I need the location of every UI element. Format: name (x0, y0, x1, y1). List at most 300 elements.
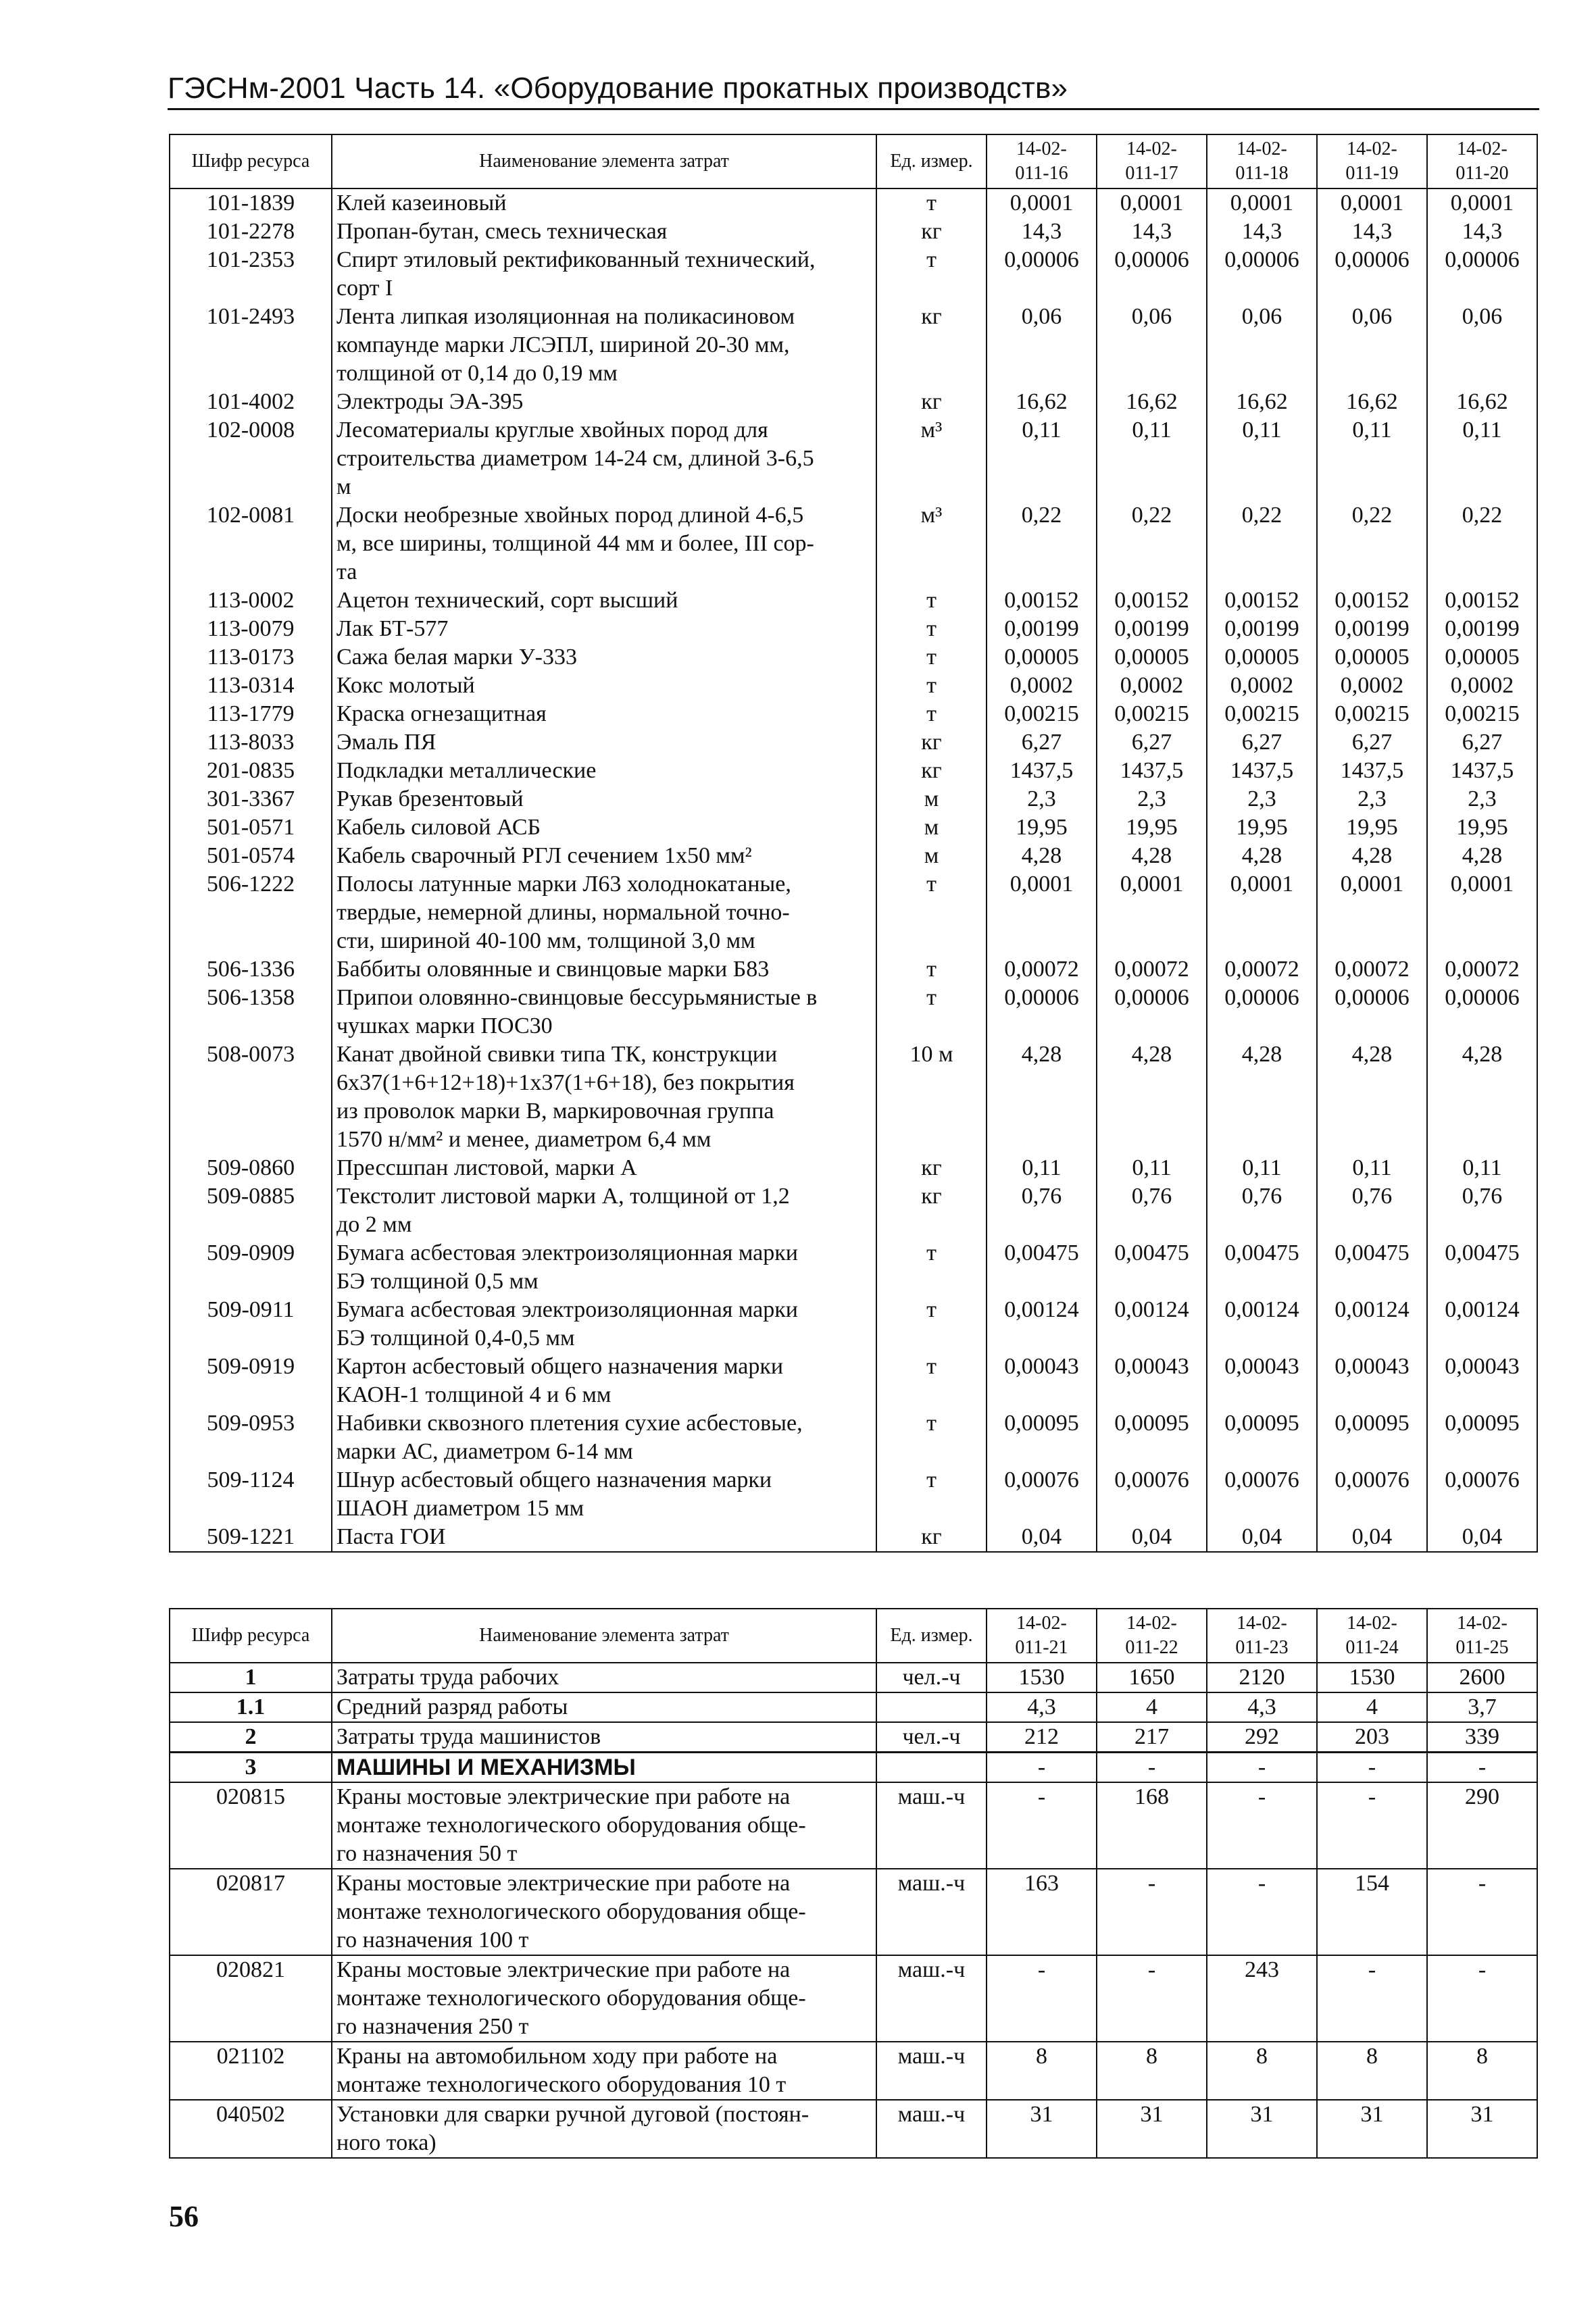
cell-value: 14,3 (1207, 218, 1317, 246)
name-line: Текстолит листовой марки А, толщиной от 1,2 (336, 1184, 790, 1209)
cell-value: 0,00215 (1317, 700, 1427, 728)
cell-value: 0,00152 (1427, 586, 1537, 615)
name-line: Набивки сквозного плетения сухие асбестовые, (336, 1411, 803, 1436)
table-header-row (170, 1609, 1537, 1663)
name-line: строительства диаметром 14-24 см, длиной 3-6,5 (336, 446, 814, 471)
table-row (170, 1722, 1537, 1753)
table-row (170, 1409, 1537, 1466)
name-line: монтаже технологического оборудования обще- (336, 1986, 806, 2011)
cell-value: 290 (1427, 1782, 1537, 1869)
cell-unit: чел.-ч (876, 1663, 987, 1692)
cell-resource-name (332, 2100, 876, 2158)
name-line: БЭ толщиной 0,5 мм (336, 1269, 539, 1294)
cell-value: 0,00095 (1097, 1409, 1207, 1466)
cell-value: 0,00072 (1207, 955, 1317, 984)
cell-value: 1437,5 (1207, 757, 1317, 785)
cell-resource-name (332, 700, 876, 728)
cell-value: 0,11 (1207, 1154, 1317, 1182)
cell-resource-code: 506-1358 (170, 984, 332, 1040)
cell-value: 2,3 (1427, 785, 1537, 813)
cell-resource-code: 2 (170, 1722, 332, 1753)
cell-unit: т (876, 643, 987, 672)
table-row (170, 643, 1537, 672)
cell-value: 0,00006 (1317, 984, 1427, 1040)
name-line: го назначения 250 т (336, 2014, 529, 2039)
cell-value: 8 (1317, 2042, 1427, 2100)
col-header-011-24: 14-02- 011-24 (1317, 1609, 1427, 1663)
cell-resource-code: 506-1336 (170, 955, 332, 984)
cell-resource-code: 101-2493 (170, 303, 332, 388)
table-row (170, 1782, 1537, 1869)
cell-value: 0,00124 (1207, 1296, 1317, 1353)
cell-value: 0,0002 (1427, 672, 1537, 700)
cell-resource-code: 101-1839 (170, 188, 332, 218)
cell-value: 0,00043 (1427, 1353, 1537, 1409)
cell-value: 0,00475 (1427, 1239, 1537, 1296)
cell-value: - (1317, 1955, 1427, 2042)
cell-value: 0,0001 (1097, 188, 1207, 218)
cell-resource-code: 101-4002 (170, 388, 332, 416)
cell-resource-name (332, 218, 876, 246)
col-header-011-22: 14-02- 011-22 (1097, 1609, 1207, 1663)
col-header-011-18: 14-02- 011-18 (1207, 134, 1317, 188)
cell-value: 0,0001 (1427, 188, 1537, 218)
cell-resource-name (332, 1523, 876, 1552)
name-line: Лента липкая изоляционная на поликасиновом (336, 304, 795, 329)
cell-value: - (987, 1782, 1097, 1869)
cell-value: 0,00006 (1097, 246, 1207, 303)
name-line: Эмаль ПЯ (336, 730, 437, 755)
cell-value: 292 (1207, 1722, 1317, 1753)
name-line: монтаже технологического оборудования обще- (336, 1899, 806, 1924)
cell-resource-code: 509-0919 (170, 1353, 332, 1409)
cell-value: 203 (1317, 1722, 1427, 1753)
cell-resource-code: 113-0002 (170, 586, 332, 615)
cell-resource-name (332, 1692, 876, 1722)
cell-resource-name (332, 1296, 876, 1353)
cell-value: 0,11 (987, 1154, 1097, 1182)
cell-resource-code: 509-0860 (170, 1154, 332, 1182)
cell-value: 0,0001 (1317, 188, 1427, 218)
cell-value: 0,00006 (1427, 984, 1537, 1040)
table-row (170, 1296, 1537, 1353)
cell-value: - (1207, 1753, 1317, 1783)
name-line: Кабель силовой АСБ (336, 815, 541, 840)
table-row (170, 955, 1537, 984)
cell-value: 31 (987, 2100, 1097, 2158)
cell-resource-code: 020821 (170, 1955, 332, 2042)
cell-unit: т (876, 1296, 987, 1353)
cell-value: 0,00076 (987, 1466, 1097, 1523)
name-line: монтаже технологического оборудования 10 т (336, 2072, 787, 2097)
table-row (170, 586, 1537, 615)
cell-value: 0,04 (1427, 1523, 1537, 1552)
cell-value: 4,3 (987, 1692, 1097, 1722)
cell-resource-name (332, 1753, 876, 1783)
name-line: Спирт этиловый ректификованный технический, (336, 247, 816, 272)
col-header-011-16: 14-02- 011-16 (987, 134, 1097, 188)
cell-value: - (1427, 1955, 1537, 2042)
resource-table-labor-machines (169, 1608, 1538, 2159)
table-row (170, 757, 1537, 785)
cell-value: 0,00475 (1317, 1239, 1427, 1296)
name-line: толщиной от 0,14 до 0,19 мм (336, 361, 618, 386)
cell-value: 2120 (1207, 1663, 1317, 1692)
cell-value: 0,22 (1427, 501, 1537, 586)
name-line: м, все ширины, толщиной 44 мм и более, III сор- (336, 531, 814, 556)
cell-unit: м³ (876, 501, 987, 586)
cell-unit: м (876, 842, 987, 870)
cell-resource-name (332, 615, 876, 643)
cell-resource-name (332, 1239, 876, 1296)
cell-unit: маш.-ч (876, 1782, 987, 1869)
cell-value: 4,28 (1097, 1040, 1207, 1154)
table-row (170, 188, 1537, 218)
cell-value: 0,76 (1207, 1182, 1317, 1239)
cell-value: 0,0002 (987, 672, 1097, 700)
name-line: Краны на автомобильном ходу при работе на (336, 2044, 778, 2069)
col-header-011-20: 14-02- 011-20 (1427, 134, 1537, 188)
cell-resource-code: 509-0909 (170, 1239, 332, 1296)
cell-value: 6,27 (987, 728, 1097, 757)
cell-value: 0,00475 (987, 1239, 1097, 1296)
cell-value: 8 (1427, 2042, 1537, 2100)
cell-value: 0,04 (987, 1523, 1097, 1552)
cell-value: 1437,5 (1317, 757, 1427, 785)
cell-value: 0,00095 (1427, 1409, 1537, 1466)
cell-value: 6,27 (1097, 728, 1207, 757)
cell-unit: т (876, 672, 987, 700)
cell-resource-name (332, 1722, 876, 1753)
name-line: Затраты труда рабочих (336, 1665, 559, 1690)
cell-resource-name (332, 643, 876, 672)
table-row (170, 1040, 1537, 1154)
table-row (170, 303, 1537, 388)
cell-resource-name (332, 1154, 876, 1182)
cell-resource-code: 102-0008 (170, 416, 332, 501)
cell-value: 8 (1207, 2042, 1317, 2100)
name-line: ШАОН диаметром 15 мм (336, 1496, 584, 1521)
cell-resource-code: 113-1779 (170, 700, 332, 728)
cell-unit: маш.-ч (876, 1955, 987, 2042)
cell-value: 1437,5 (1097, 757, 1207, 785)
cell-value: 0,0001 (1097, 870, 1207, 955)
cell-resource-name (332, 785, 876, 813)
cell-value: 0,00076 (1097, 1466, 1207, 1523)
name-line: сорт I (336, 276, 393, 301)
name-line: 1570 н/мм² и менее, диаметром 6,4 мм (336, 1127, 712, 1152)
cell-value: 0,00043 (987, 1353, 1097, 1409)
cell-value: 4,28 (1207, 842, 1317, 870)
name-line: 6х37(1+6+12+18)+1х37(1+6+18), без покрытия (336, 1070, 795, 1095)
cell-value: 163 (987, 1869, 1097, 1955)
cell-value: 4 (1097, 1692, 1207, 1722)
cell-resource-name (332, 303, 876, 388)
cell-unit: м (876, 785, 987, 813)
cell-value: 2,3 (1207, 785, 1317, 813)
cell-value: 1530 (987, 1663, 1097, 1692)
table-row (170, 416, 1537, 501)
cell-resource-name (332, 188, 876, 218)
table-row (170, 246, 1537, 303)
cell-value: - (1207, 1869, 1317, 1955)
cell-value: 4,28 (1427, 1040, 1537, 1154)
cell-value: 16,62 (987, 388, 1097, 416)
cell-value: - (1427, 1869, 1537, 1955)
cell-value: 0,00199 (1427, 615, 1537, 643)
cell-unit: кг (876, 1523, 987, 1552)
cell-unit: т (876, 188, 987, 218)
cell-resource-code: 201-0835 (170, 757, 332, 785)
cell-unit: т (876, 955, 987, 984)
cell-unit: т (876, 870, 987, 955)
table-row (170, 870, 1537, 955)
cell-value: 0,76 (1097, 1182, 1207, 1239)
name-line: Припои оловянно-свинцовые бессурьмянистые в (336, 985, 818, 1010)
cell-value: 0,04 (1097, 1523, 1207, 1552)
cell-unit: кг (876, 1182, 987, 1239)
name-line: Подкладки металлические (336, 758, 597, 783)
cell-value: 0,00475 (1097, 1239, 1207, 1296)
cell-resource-code: 509-0953 (170, 1409, 332, 1466)
cell-value: - (1097, 1753, 1207, 1783)
cell-resource-code: 3 (170, 1753, 332, 1783)
cell-unit: т (876, 984, 987, 1040)
cell-value: 6,27 (1207, 728, 1317, 757)
cell-resource-name (332, 246, 876, 303)
cell-value: 0,00152 (1207, 586, 1317, 615)
cell-value: 0,00215 (1207, 700, 1317, 728)
col-header-name: Наименование элемента затрат (332, 134, 876, 188)
cell-value: 1530 (1317, 1663, 1427, 1692)
cell-value: 4,28 (1097, 842, 1207, 870)
table-row (170, 1692, 1537, 1722)
cell-value: 2600 (1427, 1663, 1537, 1692)
cell-unit: кг (876, 757, 987, 785)
table-row (170, 1869, 1537, 1955)
cell-unit: кг (876, 303, 987, 388)
table-row (170, 2100, 1537, 2158)
cell-unit: кг (876, 728, 987, 757)
cell-value: 0,11 (1317, 1154, 1427, 1182)
name-line: Шнур асбестовый общего назначения марки (336, 1467, 772, 1492)
cell-value: 0,11 (1427, 416, 1537, 501)
cell-value: 0,00043 (1207, 1353, 1317, 1409)
cell-unit: т (876, 246, 987, 303)
table-row (170, 1182, 1537, 1239)
cell-value: 2,3 (987, 785, 1097, 813)
cell-value: 0,00005 (1427, 643, 1537, 672)
cell-resource-name (332, 388, 876, 416)
cell-value: 19,95 (1427, 813, 1537, 842)
cell-value: 19,95 (1207, 813, 1317, 842)
name-line: БЭ толщиной 0,4-0,5 мм (336, 1326, 575, 1351)
cell-unit: 10 м (876, 1040, 987, 1154)
cell-value: 0,76 (1427, 1182, 1537, 1239)
cell-resource-code: 509-0885 (170, 1182, 332, 1239)
cell-unit: т (876, 700, 987, 728)
cell-resource-code: 101-2353 (170, 246, 332, 303)
cell-resource-code: 021102 (170, 2042, 332, 2100)
cell-value: 0,00006 (1097, 984, 1207, 1040)
table-row (170, 1353, 1537, 1409)
cell-resource-name (332, 1353, 876, 1409)
resource-table-materials (169, 134, 1538, 1553)
cell-value: 0,04 (1317, 1523, 1427, 1552)
name-line: Средний разряд работы (336, 1694, 568, 1719)
table-row (170, 1753, 1537, 1783)
name-line: Пропан-бутан, смесь техническая (336, 219, 668, 244)
cell-value: 16,62 (1207, 388, 1317, 416)
name-line: Доски необрезные хвойных пород длиной 4-6,5 (336, 503, 804, 528)
cell-value: 243 (1207, 1955, 1317, 2042)
name-line: из проволок марки В, маркировочная группа (336, 1099, 774, 1124)
cell-value: 0,00199 (987, 615, 1097, 643)
col-header-code: Шифр ресурса (170, 134, 332, 188)
cell-value: - (1097, 1869, 1207, 1955)
cell-value: - (1097, 1955, 1207, 2042)
cell-value: 0,00076 (1317, 1466, 1427, 1523)
name-line: м (336, 474, 351, 499)
table-row (170, 728, 1537, 757)
cell-value: 14,3 (1427, 218, 1537, 246)
cell-value: 0,00124 (1097, 1296, 1207, 1353)
cell-resource-code: 508-0073 (170, 1040, 332, 1154)
cell-value: 154 (1317, 1869, 1427, 1955)
cell-resource-code: 101-2278 (170, 218, 332, 246)
cell-unit: маш.-ч (876, 1869, 987, 1955)
cell-value: 4,3 (1207, 1692, 1317, 1722)
cell-value: 0,11 (1097, 1154, 1207, 1182)
cell-unit: т (876, 586, 987, 615)
cell-value: 4,28 (1207, 1040, 1317, 1154)
cell-value: 1437,5 (987, 757, 1097, 785)
cell-value: 0,00043 (1317, 1353, 1427, 1409)
cell-value: 0,06 (987, 303, 1097, 388)
cell-resource-name (332, 1955, 876, 2042)
table-row (170, 1523, 1537, 1552)
cell-value: 0,22 (987, 501, 1097, 586)
cell-value: - (1317, 1753, 1427, 1783)
cell-resource-name (332, 984, 876, 1040)
name-line: Затраты труда машинистов (336, 1724, 601, 1749)
cell-value: 0,00076 (1207, 1466, 1317, 1523)
cell-value: 0,00095 (1317, 1409, 1427, 1466)
cell-unit: маш.-ч (876, 2100, 987, 2158)
cell-resource-code: 113-0314 (170, 672, 332, 700)
cell-value: 0,76 (987, 1182, 1097, 1239)
name-line: Краска огнезащитная (336, 701, 547, 726)
cell-resource-name (332, 842, 876, 870)
cell-value: 4,28 (1427, 842, 1537, 870)
cell-value: 31 (1317, 2100, 1427, 2158)
cell-value: 0,00072 (1427, 955, 1537, 984)
cell-value: 8 (1097, 2042, 1207, 2100)
cell-value: 0,22 (1097, 501, 1207, 586)
cell-value: 0,00043 (1097, 1353, 1207, 1409)
name-line: Установки для сварки ручной дуговой (постоян- (336, 2102, 809, 2127)
col-header-unit: Ед. измер. (876, 134, 987, 188)
cell-unit (876, 1692, 987, 1722)
name-line: Краны мостовые электрические при работе на (336, 1871, 791, 1896)
table-row (170, 218, 1537, 246)
name-line: Паста ГОИ (336, 1524, 446, 1549)
cell-value: 0,06 (1317, 303, 1427, 388)
cell-value: 0,06 (1427, 303, 1537, 388)
name-line: сти, шириной 40-100 мм, толщиной 3,0 мм (336, 928, 755, 953)
cell-value: 2,3 (1317, 785, 1427, 813)
cell-value: 31 (1097, 2100, 1207, 2158)
cell-value: 6,27 (1427, 728, 1537, 757)
name-line: Канат двойной свивки типа ТК, конструкции (336, 1042, 778, 1067)
cell-resource-code: 113-8033 (170, 728, 332, 757)
cell-resource-name (332, 728, 876, 757)
cell-unit: чел.-ч (876, 1722, 987, 1753)
name-line: КАОН-1 толщиной 4 и 6 мм (336, 1382, 612, 1407)
name-line: го назначения 50 т (336, 1841, 518, 1866)
cell-value: 0,11 (1427, 1154, 1537, 1182)
cell-value: 0,76 (1317, 1182, 1427, 1239)
cell-value: 212 (987, 1722, 1097, 1753)
table-row (170, 388, 1537, 416)
name-line: Лесоматериалы круглые хвойных пород для (336, 418, 768, 443)
cell-resource-name (332, 1409, 876, 1466)
cell-value: 0,00006 (1207, 246, 1317, 303)
cell-resource-name (332, 1182, 876, 1239)
cell-value: 168 (1097, 1782, 1207, 1869)
name-line: до 2 мм (336, 1212, 412, 1237)
table-row (170, 1663, 1537, 1692)
cell-value: 4,28 (987, 1040, 1097, 1154)
cell-value: - (1207, 1782, 1317, 1869)
cell-value: 0,0002 (1317, 672, 1427, 700)
col-header-011-17: 14-02- 011-17 (1097, 134, 1207, 188)
cell-resource-code: 020817 (170, 1869, 332, 1955)
cell-resource-name (332, 757, 876, 785)
cell-value: 3,7 (1427, 1692, 1537, 1722)
cell-resource-code: 020815 (170, 1782, 332, 1869)
cell-value: 16,62 (1427, 388, 1537, 416)
cell-value: 0,06 (1207, 303, 1317, 388)
col-header-code: Шифр ресурса (170, 1609, 332, 1663)
cell-value: 19,95 (1317, 813, 1427, 842)
cell-value: 0,0001 (1427, 870, 1537, 955)
name-line: Сажа белая марки У-333 (336, 645, 577, 670)
cell-value: 19,95 (987, 813, 1097, 842)
cell-value: 0,11 (987, 416, 1097, 501)
cell-unit: маш.-ч (876, 2042, 987, 2100)
cell-value: - (987, 1955, 1097, 2042)
cell-value: 0,00006 (987, 984, 1097, 1040)
cell-value: 0,22 (1317, 501, 1427, 586)
cell-value: 0,00215 (987, 700, 1097, 728)
cell-value: 4 (1317, 1692, 1427, 1722)
cell-unit: кг (876, 218, 987, 246)
col-header-011-21: 14-02- 011-21 (987, 1609, 1097, 1663)
name-line: Краны мостовые электрические при работе на (336, 1957, 791, 1982)
cell-value: 0,00005 (1097, 643, 1207, 672)
cell-value: 4,28 (987, 842, 1097, 870)
cell-value: 0,00124 (987, 1296, 1097, 1353)
cell-value: 0,00072 (1097, 955, 1207, 984)
cell-resource-name (332, 813, 876, 842)
cell-value: - (1317, 1782, 1427, 1869)
name-line: Клей казеиновый (336, 191, 507, 216)
cell-resource-code: 040502 (170, 2100, 332, 2158)
cell-value: 0,11 (1317, 416, 1427, 501)
cell-value: 0,00095 (987, 1409, 1097, 1466)
table-row (170, 700, 1537, 728)
